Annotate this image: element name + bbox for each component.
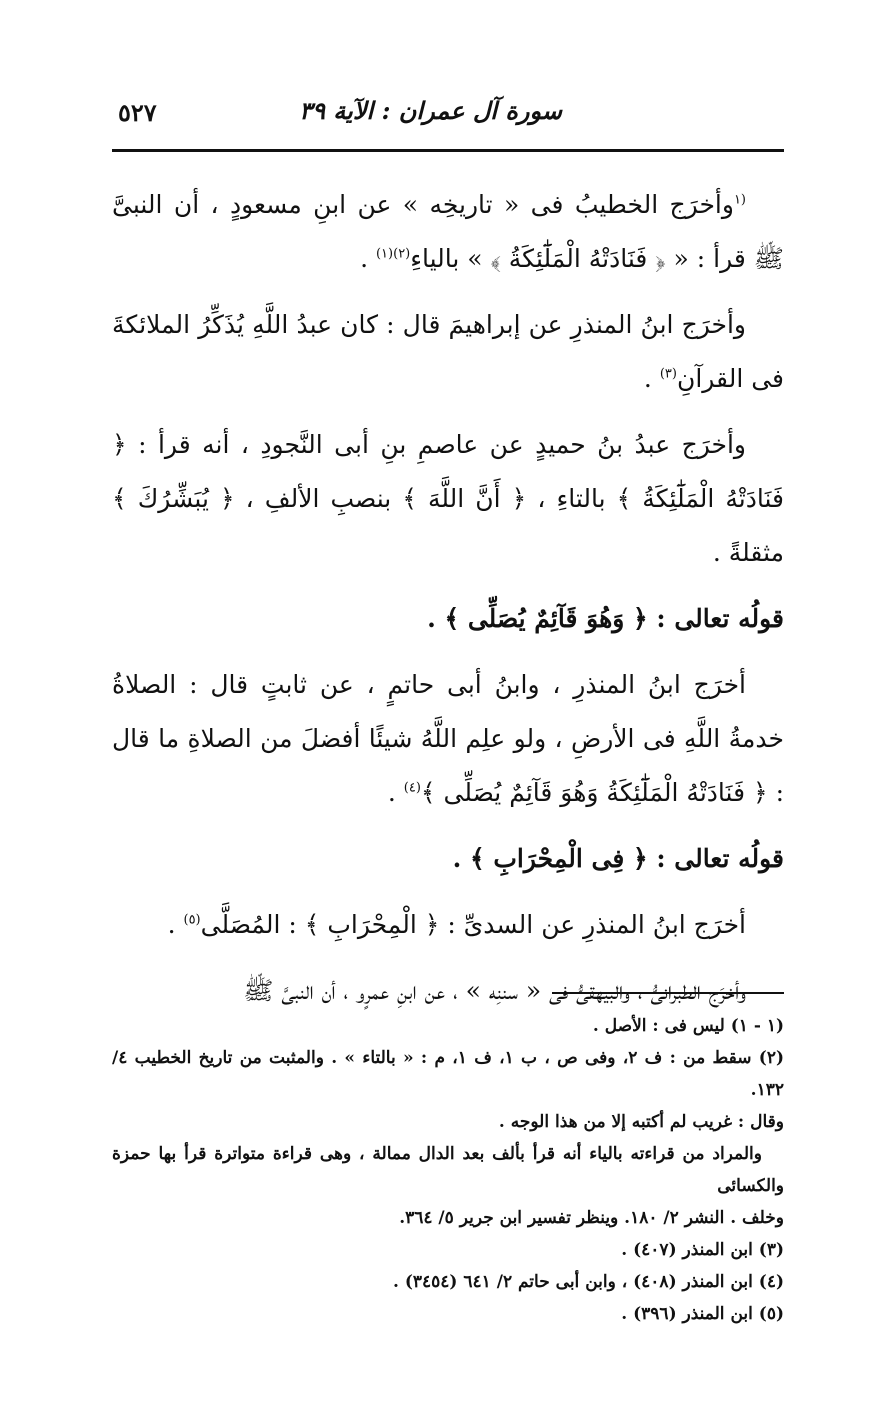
footnote-marker: (٥) <box>183 912 201 928</box>
paragraph-text: وأخرَج عبدُ بنُ حميدٍ عن عاصمِ بنِ أبى النَّجودِ ، أنه قرأ : ﴿ فَنَادَتْهُ الْمَلَٰٓئِكَةُ ﴾ بالتاءِ ، ﴿ أَنَّ اللَّهَ ﴾ بنصبِ الألفِ ، ﴿ يُبَشِّرُكَ ﴾ مثقلةً . <box>112 430 784 567</box>
header-rule <box>112 149 784 152</box>
paragraph-1 <box>112 178 784 286</box>
running-header <box>112 96 784 140</box>
footnote-5: (٥) ابن المنذر (٣٩٦) . <box>621 1304 784 1324</box>
verse-heading-2 <box>112 832 784 886</box>
paragraph-5 <box>112 898 784 952</box>
paragraph-tail: . <box>643 364 660 393</box>
paragraph-text: وأخرَج الطبرانىُّ ، والبيهقىُّ فى « سننِه » ، عن ابنِ عمرٍو ، أن النبىَّ ﷺ <box>243 976 746 1005</box>
paragraph-4 <box>112 658 784 820</box>
footnote-marker: (٤) <box>403 780 421 796</box>
heading-text: قولُه تعالى : ﴿ فِى الْمِحْرَابِ ﴾ . <box>452 844 784 873</box>
paragraph-tail: . <box>167 910 184 939</box>
paragraph-tail: . <box>387 778 404 807</box>
running-title: سورة آل عمران : الآية ٣٩ <box>299 96 562 125</box>
footnote-4: (٤) ابن المنذر (٤٠٨) ، وابن أبى حاتم ٢/ ٦٤١ (٣٤٥٤) . <box>393 1272 784 1292</box>
paragraph-text: وأخرَج الخطيبُ فى « تاريخِه » عن ابنِ مسعودٍ ، أن النبىَّ ﷺ قرأ : « ﴿ فَنَادَتْهُ الْمَلَٰٓئِكَةُ ﴾ » بالياءِ <box>112 190 784 273</box>
footnotes <box>112 1010 784 1330</box>
page-number: ٥٢٧ <box>118 98 157 127</box>
paragraph-tail: . <box>360 244 376 273</box>
footnote-rule <box>552 992 784 994</box>
paragraph-text: أخرَج ابنُ المنذرِ عن السدىِّ : ﴿ الْمِحْرَابِ ﴾ : المُصَلَّى <box>200 910 746 939</box>
footnote-2-note-continued: وخلف . النشر ٢/ ١٨٠. وينظر تفسير ابن جرير ٥/ ٣٦٤. <box>399 1208 784 1228</box>
heading-text: قولُه تعالى : ﴿ وَهُوَ قَآئِمٌ يُصَلِّى ﴾ . <box>427 604 784 633</box>
footnote-1: (١ - ١) ليس فى : الأصل . <box>592 1016 784 1036</box>
footnote-3: (٣) ابن المنذر (٤٠٧) . <box>621 1240 784 1260</box>
verse-heading-1 <box>112 592 784 646</box>
paragraph-2 <box>112 298 784 406</box>
paragraph-3 <box>112 418 784 580</box>
paragraph-text: وأخرَج ابنُ المنذرِ عن إبراهيمَ قال : كان عبدُ اللَّهِ يُذَكِّرُ الملائكةَ فى القرآنِ <box>112 310 784 393</box>
footnote-2: (٢) سقط من : ف ٢، وفى ص ، ب ١، ف ١، م : « بالتاء » . والمثبت من تاريخ الخطيب ٤/ ١٣٢. <box>112 1048 784 1100</box>
footnote-marker: (٢)(١) <box>375 246 411 262</box>
footnote-marker: (١ <box>733 192 746 208</box>
main-text <box>112 178 784 1030</box>
paragraph-text: أخرَج ابنُ المنذرِ ، وابنُ أبى حاتمٍ ، عن ثابتٍ قال : الصلاةُ خدمةُ اللَّهِ فى الأرضِ ، ولو علِم اللَّهُ شيئًا أفضلَ من الصلاةِ ما قال : ﴿ فَنَادَتْهُ الْمَلَٰٓئِكَةُ وَهُوَ قَآئِمٌ يُصَلِّى ﴾ <box>112 670 784 807</box>
footnote-2-note: والمراد من قراءته بالياء أنه قرأ بألف بعد الدال ممالة ، وهى قراءة متواترة قرأ بها حمزة والكسائى <box>112 1144 784 1196</box>
footnote-marker: (٣) <box>659 366 677 382</box>
footnote-2-continued: وقال : غريب لم أكتبه إلا من هذا الوجه . <box>498 1112 784 1132</box>
